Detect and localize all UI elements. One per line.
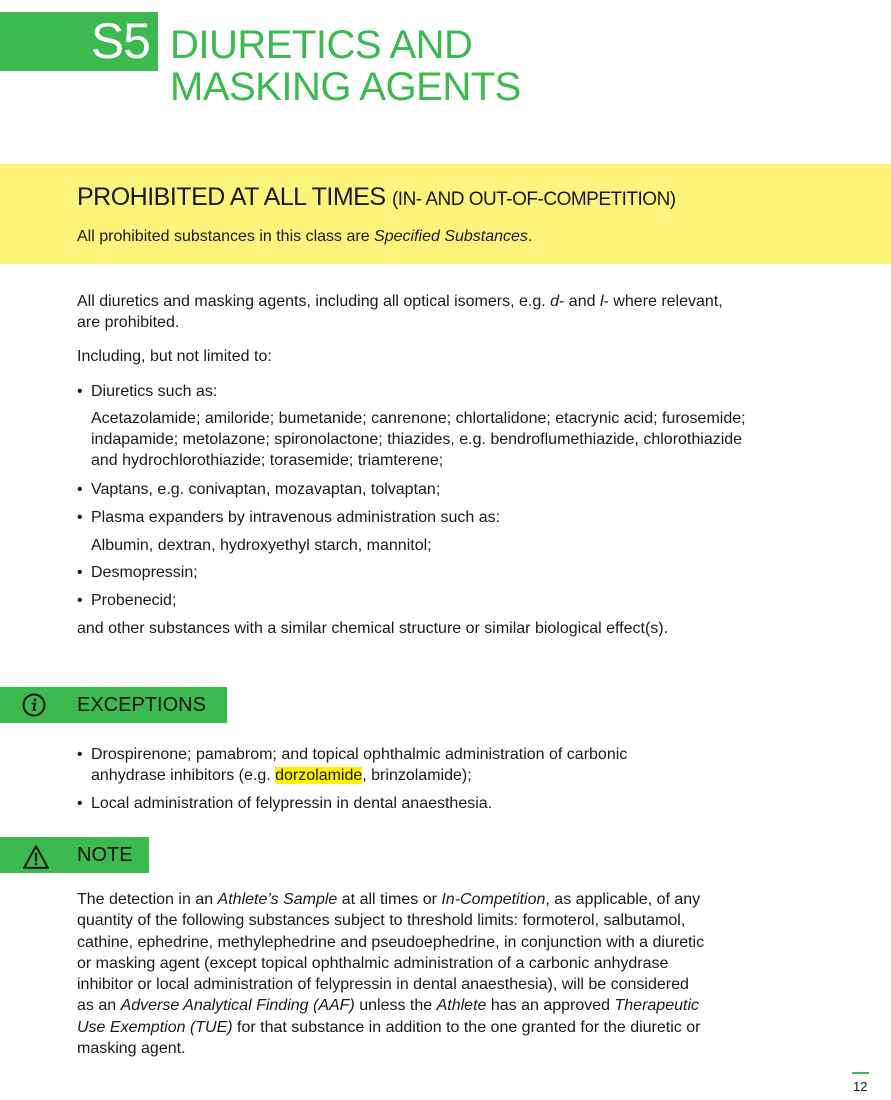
page-number-rule [852, 1072, 869, 1074]
note-header [0, 837, 149, 873]
exception-item-2 [77, 793, 837, 814]
substance-line: indapamide; metolazone; spironolactone; thiazides, e.g. bendroflumethiazide, chlorothiazide [91, 431, 743, 448]
exception-text: anhydrase inhibitors (e.g. [91, 767, 276, 784]
highlighted-text: dorzolamide [275, 767, 363, 784]
including-text: Including, but not limited to: [77, 348, 272, 365]
title-line-2: MASKING AGENTS [170, 65, 521, 109]
note-text: The detection in an [77, 891, 218, 908]
title-line-1: DIURETICS AND [170, 23, 473, 67]
note-label: NOTE [77, 844, 133, 866]
note-text: , as applicable, of any [545, 891, 701, 908]
exceptions-label: EXCEPTIONS [77, 694, 206, 716]
exception-text: Drospirenone; pamabrom; and topical ophthalmic administration of carbonic [91, 746, 628, 763]
info-icon [22, 693, 46, 717]
note-text: unless the [354, 997, 437, 1015]
exception-text: , brinzolamide); [362, 767, 472, 784]
exception-text: Local administration of felypressin in dental anaesthesia. [91, 795, 493, 812]
note-text: as an [77, 997, 121, 1015]
note-line: or masking agent (except topical ophthalmic administration of a carbonic anhydrase [77, 954, 669, 972]
prohibited-banner [0, 164, 891, 264]
list-item-text: Plasma expanders by intravenous administration such as: [91, 509, 501, 526]
note-line: quantity of the following substances subject to threshold limits: formoterol, salbutamol, [77, 912, 686, 930]
intro-l: l [599, 293, 604, 310]
note-line: inhibitor or local administration of felypressin in dental anaesthesia), will be considered [77, 976, 689, 994]
note-italic: Adverse Analytical Finding (AAF) [120, 997, 355, 1015]
list-item-text: Diuretics such as: [91, 383, 218, 400]
plasma-substances: Albumin, dextran, hydroxyethyl starch, mannitol; [91, 537, 432, 554]
bullet: • [77, 795, 83, 812]
intro-d: d [550, 293, 560, 310]
note-italic: In-Competition [441, 891, 546, 908]
bullet: • [77, 509, 83, 526]
banner-text-prefix: All prohibited substances in this class are [77, 228, 375, 245]
note-line: masking agent. [77, 1040, 186, 1058]
bullet: • [77, 383, 83, 400]
intro-paragraph [77, 291, 837, 333]
list-item-plasma [77, 507, 837, 528]
banner-text [77, 228, 532, 246]
note-italic: Use Exemption (TUE) [77, 1018, 233, 1036]
banner-title-sub: (IN- AND OUT-OF-COMPETITION) [391, 189, 676, 210]
section-code-badge: S5 [0, 12, 158, 71]
note-paragraph [77, 889, 837, 1059]
note-line: cathine, ephedrine, methylephedrine and pseudoephedrine, in conjunction with a diuretic [77, 933, 705, 951]
note-text: for that substance in addition to the one granted for the diuretic or [232, 1018, 701, 1036]
diuretics-substances [91, 408, 831, 471]
substance-line: and hydrochlorothiazide; torasemide; triamterene; [91, 452, 444, 469]
banner-title [77, 183, 676, 212]
intro-text: All diuretics and masking agents, including all optical isomers, e.g. [77, 293, 551, 310]
banner-text-suffix: . [527, 228, 533, 245]
banner-text-italic: Specified Substances [374, 228, 528, 245]
bullet: • [77, 564, 83, 581]
list-item-desmopressin [77, 562, 837, 583]
note-text: at all times or [337, 891, 442, 908]
note-italic: Therapeutic [614, 997, 699, 1015]
substance-line: Acetazolamide; amiloride; bumetanide; canrenone; chlortalidone; etacrynic acid; furosemide; [91, 410, 746, 427]
note-italic: Athlete’s Sample [217, 891, 338, 908]
bullet: • [77, 592, 83, 609]
note-italic: Athlete [436, 997, 487, 1015]
exceptions-header [0, 687, 227, 723]
closing-text: and other substances with a similar chemical structure or similar biological effect(s). [77, 620, 669, 637]
banner-title-main: PROHIBITED AT ALL TIMES [77, 183, 386, 211]
intro-line-2: are prohibited. [77, 314, 180, 331]
bullet: • [77, 746, 83, 763]
warning-icon [23, 844, 49, 870]
list-item-diuretics [77, 381, 837, 402]
list-item-text: Desmopressin; [91, 564, 198, 581]
intro-text: - where relevant, [603, 293, 723, 310]
list-item-vaptans [77, 479, 837, 500]
bullet: • [77, 481, 83, 498]
list-item-probenecid [77, 590, 837, 611]
exception-item-1 [77, 744, 837, 786]
intro-text: - and [559, 293, 600, 310]
list-item-text: Vaptans, e.g. conivaptan, mozavaptan, tolvaptan; [91, 481, 441, 498]
note-text: has an approved [486, 997, 615, 1015]
page-title [170, 24, 521, 108]
list-item-text: Probenecid; [91, 592, 177, 609]
page-number: 12 [853, 1079, 868, 1094]
